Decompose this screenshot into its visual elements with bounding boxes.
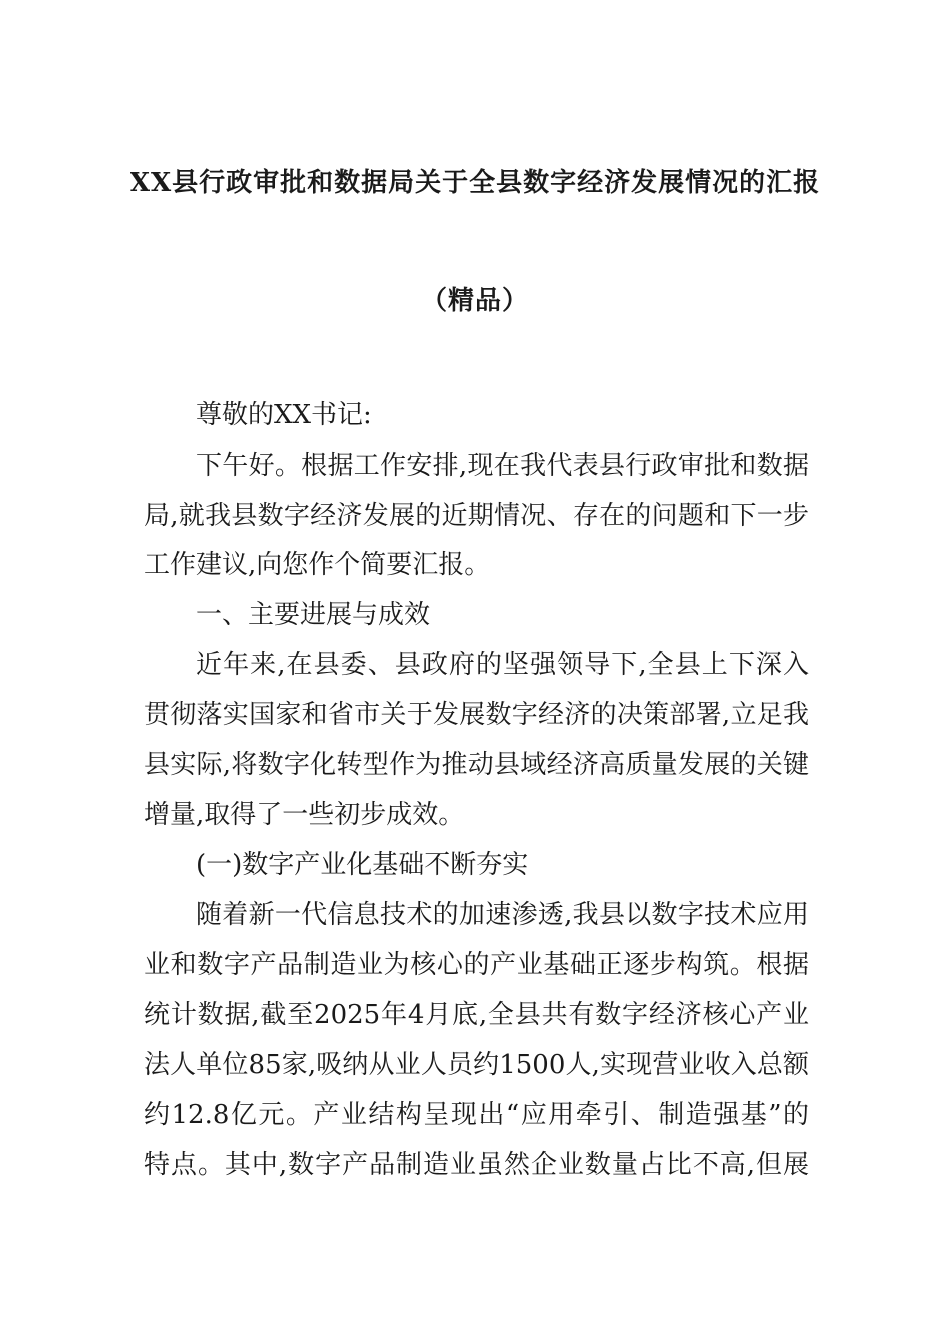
subsection-heading: (一)数字产业化基础不断夯实	[196, 850, 529, 880]
paragraph-line: 贯彻落实国家和省市关于发展数字经济的决策部署,立足我	[144, 700, 809, 730]
paragraph-line: 法人单位85家,吸纳从业人员约1500人,实现营业收入总额	[144, 1050, 809, 1080]
paragraph-line: 统计数据,截至2025年4月底,全县共有数字经济核心产业	[144, 1000, 809, 1030]
paragraph-line: 下午好。根据工作安排,现在我代表县行政审批和数据	[196, 451, 809, 481]
paragraph-line: 工作建议,向您作个简要汇报。	[144, 550, 491, 580]
document-subtitle: （精品）	[420, 286, 529, 316]
paragraph-line: 业和数字产品制造业为核心的产业基础正逐步构筑。根据	[144, 950, 809, 980]
paragraph-line: 随着新一代信息技术的加速渗透,我县以数字技术应用	[196, 900, 809, 930]
section-heading: 一、主要进展与成效	[196, 600, 431, 630]
salutation: 尊敬的XX书记:	[196, 400, 372, 430]
paragraph-line: 近年来,在县委、县政府的坚强领导下,全县上下深入	[196, 650, 809, 680]
paragraph-line: 局,就我县数字经济发展的近期情况、存在的问题和下一步	[144, 501, 809, 531]
paragraph-line: 增量,取得了一些初步成效。	[144, 800, 465, 830]
paragraph-line: 县实际,将数字化转型作为推动县域经济高质量发展的关键	[144, 750, 809, 780]
document-title: XX县行政审批和数据局关于全县数字经济发展情况的汇报	[129, 168, 821, 198]
paragraph-line: 约12.8亿元。产业结构呈现出“应用牵引、制造强基”的	[144, 1100, 809, 1130]
paragraph-line: 特点。其中,数字产品制造业虽然企业数量占比不高,但展	[144, 1150, 809, 1180]
